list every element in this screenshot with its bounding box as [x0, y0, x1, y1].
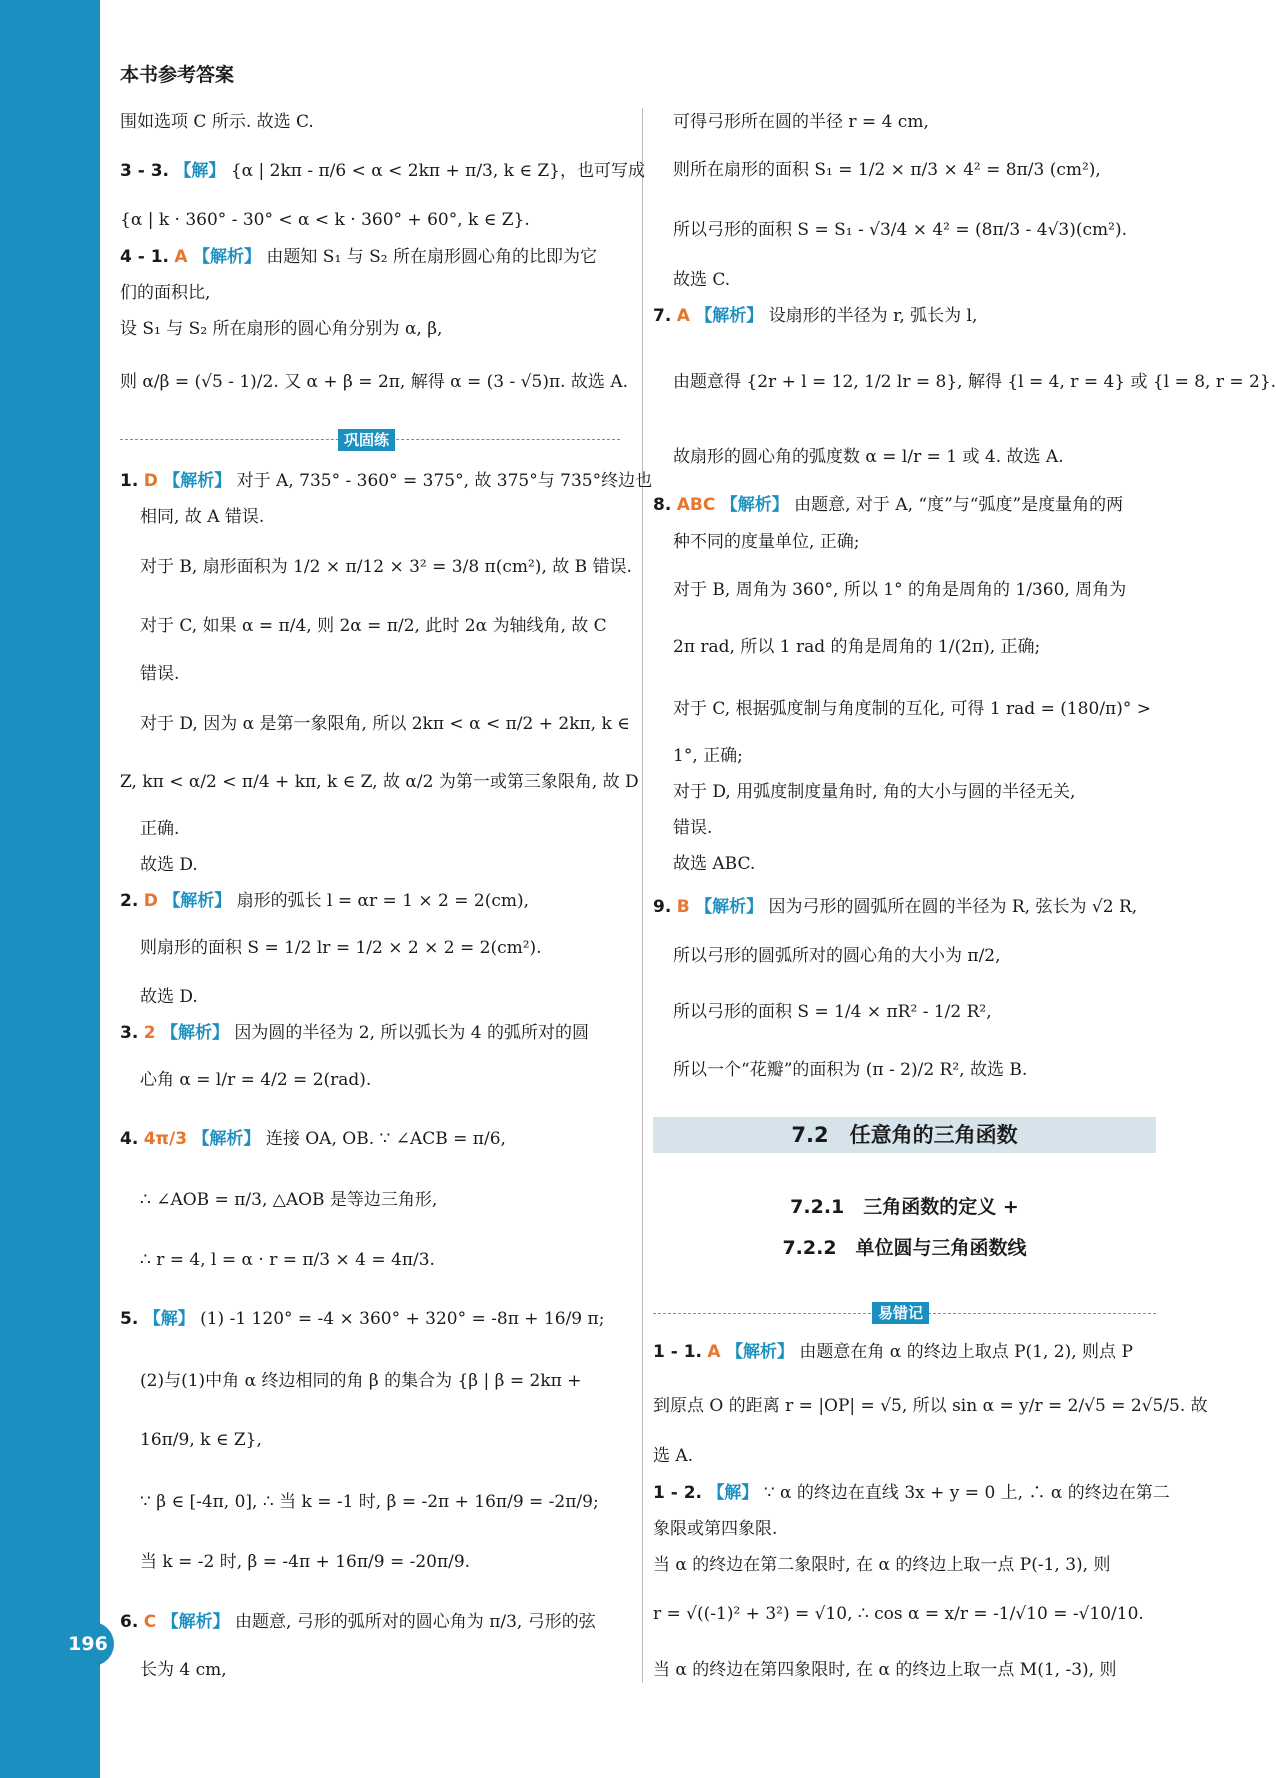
answer-letter: A [676, 306, 690, 326]
text-line: r = √((-1)² + 3²) = √10, ∴ cos α = x/r = -1/√10 = -√10/10. [653, 1604, 1144, 1624]
question-text: (1) -1 120° = -4 × 360° + 320° = -8π + 16/9 π; [200, 1309, 605, 1329]
question-1 [120, 469, 652, 493]
text-line: 选 A. [653, 1446, 694, 1466]
text-line: 设 S₁ 与 S₂ 所在扇形的圆心角分别为 α, β, [120, 319, 443, 339]
analysis-tag: 【解析】 [695, 897, 764, 917]
text-line: 故选 D. [140, 987, 198, 1007]
text-line: 长为 4 cm, [140, 1660, 227, 1680]
sidebar-band [0, 0, 100, 1778]
text-line: 故选 ABC. [673, 854, 756, 874]
text-line: 错误. [673, 818, 713, 838]
question-e1-2 [653, 1481, 1170, 1505]
analysis-tag: 【解析】 [695, 306, 764, 326]
question-text: 对于 A, 735° - 360° = 375°, 故 375°与 735°终边也 [236, 471, 653, 491]
text-line: ∴ ∠AOB = π/3, △AOB 是等边三角形, [140, 1190, 438, 1210]
text-line: 正确. [140, 819, 180, 839]
text-line: 对于 C, 根据弧度制与角度制的互化, 可得 1 rad = (180/π)° > [673, 699, 1151, 719]
question-number: 8. [653, 495, 672, 515]
question-text: 由题意, 对于 A, “度”与“弧度”是度量角的两 [794, 495, 1124, 515]
analysis-tag: 【解析】 [193, 247, 261, 267]
question-text: 因为弓形的圆弧所在圆的半径为 R, 弦长为 √2 R, [768, 897, 1138, 917]
analysis-tag: 【解析】 [726, 1342, 794, 1362]
text-line: 故选 C. [673, 270, 731, 290]
text-line: 2π rad, 所以 1 rad 的角是周角的 1/(2π), 正确; [673, 637, 1041, 657]
question-text: ∵ α 的终边在直线 3x + y = 0 上, ∴ α 的终边在第二 [763, 1483, 1170, 1503]
question-e1-1 [653, 1340, 1133, 1364]
text-line: 心角 α = l/r = 4/2 = 2(rad). [140, 1070, 372, 1090]
text-line: 则所在扇形的面积 S₁ = 1/2 × π/3 × 4² = 8π/3 (cm²), [673, 160, 1101, 180]
text-line: 们的面积比, [120, 283, 211, 303]
text-line: 可得弓形所在圆的半径 r = 4 cm, [673, 112, 929, 132]
text-line: 当 k = -2 时, β = -4π + 16π/9 = -20π/9. [140, 1552, 471, 1572]
answer-letter: ABC [676, 495, 716, 515]
question-7 [653, 304, 977, 328]
question-number: 2. [120, 891, 139, 911]
analysis-tag: 【解析】 [163, 471, 232, 491]
question-text: 连接 OA, OB. ∵ ∠ACB = π/6, [265, 1129, 506, 1149]
text-line: 到原点 O 的距离 r = |OP| = √5, 所以 sin α = y/r = 2/√5 = 2√5/5. 故 [653, 1396, 1208, 1416]
question-number: 3. [120, 1023, 139, 1043]
chapter-title: 7.2 任意角的三角函数 [791, 1123, 1018, 1147]
question-text: 由题意, 弓形的弧所对的圆心角为 π/3, 弓形的弦 [235, 1612, 596, 1632]
answer-letter: A [174, 247, 188, 267]
text-line: 则扇形的面积 S = 1/2 lr = 1/2 × 2 × 2 = 2(cm²). [140, 938, 542, 958]
text-line: 故选 D. [140, 855, 198, 875]
analysis-tag: 【解析】 [161, 1612, 230, 1632]
text-line: 当 α 的终边在第二象限时, 在 α 的终边上取一点 P(-1, 3), 则 [653, 1555, 1111, 1575]
text-line: 对于 D, 因为 α 是第一象限角, 所以 2kπ < α < π/2 + 2kπ, k ∈ [140, 714, 630, 734]
text-line: 所以一个“花瓣”的面积为 (π - 2)/2 R², 故选 B. [673, 1060, 1028, 1080]
text-line: 对于 C, 如果 α = π/4, 则 2α = π/2, 此时 2α 为轴线角, 故 C [140, 616, 607, 636]
text-line: 由题意得 {2r + l = 12, 1/2 lr = 8}, 解得 {l = 4, r = 4} 或 {l = 8, r = 2}. [673, 372, 1276, 392]
question-3-3 [120, 159, 645, 183]
question-number: 4 - 1. [120, 247, 170, 267]
question-4 [120, 1127, 506, 1151]
solution-tag: 【解】 [174, 161, 226, 181]
text-line: Z, kπ < α/2 < π/4 + kπ, k ∈ Z, 故 α/2 为第一或第三象限角, 故 D [120, 772, 639, 792]
text-line: 所以弓形的面积 S = S₁ - √3/4 × 4² = (8π/3 - 4√3)(cm²). [673, 220, 1127, 240]
section-label-common-mistakes: 易错记 [872, 1302, 929, 1324]
question-text: 扇形的弧长 l = αr = 1 × 2 = 2(cm), [236, 891, 530, 911]
question-8 [653, 493, 1123, 517]
question-number: 4. [120, 1129, 139, 1149]
text-line: 错误. [140, 664, 180, 684]
analysis-tag: 【解析】 [720, 495, 789, 515]
page-header: 本书参考答案 [120, 64, 235, 86]
text-line: 16π/9, k ∈ Z}, [140, 1430, 262, 1450]
analysis-tag: 【解析】 [192, 1129, 261, 1149]
question-3 [120, 1021, 589, 1045]
text-line: 种不同的度量单位, 正确; [673, 532, 860, 552]
text-line: ∴ r = 4, l = α · r = π/3 × 4 = 4π/3. [140, 1250, 435, 1270]
text-line: 对于 D, 用弧度制度量角时, 角的大小与圆的半径无关, [673, 782, 1076, 802]
column-divider [642, 108, 643, 1683]
text-line: 所以弓形的圆弧所对的圆心角的大小为 π/2, [673, 946, 1001, 966]
question-6 [120, 1610, 596, 1634]
question-2 [120, 889, 529, 913]
section-subtitle-2: 7.2.2 单位圆与三角函数线 [782, 1237, 1027, 1259]
text-line: 故扇形的圆心角的弧度数 α = l/r = 1 或 4. 故选 A. [673, 447, 1064, 467]
answer-value: 4π/3 [143, 1129, 188, 1149]
answer-letter: C [143, 1612, 157, 1632]
answer-value: 2 [143, 1023, 156, 1043]
question-number: 9. [653, 897, 672, 917]
question-4-1 [120, 245, 597, 269]
text-line: 当 α 的终边在第四象限时, 在 α 的终边上取一点 M(1, -3), 则 [653, 1660, 1117, 1680]
page-number: 196 [62, 1622, 114, 1666]
question-number: 7. [653, 306, 672, 326]
answer-letter: B [676, 897, 690, 917]
text-line: (2)与(1)中角 α 终边相同的角 β 的集合为 {β | β = 2kπ + [140, 1371, 582, 1391]
text-line: 1°, 正确; [673, 746, 743, 766]
question-text: 设扇形的半径为 r, 弧长为 l, [768, 306, 978, 326]
section-label-consolidation: 巩固练 [338, 429, 395, 451]
answer-letter: A [707, 1342, 721, 1362]
text-line: 则 α/β = (√5 - 1)/2. 又 α + β = 2π, 解得 α = (3 - √5)π. 故选 A. [120, 372, 629, 392]
question-number: 6. [120, 1612, 139, 1632]
text-line: ∵ β ∈ [-4π, 0], ∴ 当 k = -1 时, β = -2π + 16π/9 = -2π/9; [140, 1492, 599, 1512]
question-text: 由题知 S₁ 与 S₂ 所在扇形圆心角的比即为它 [266, 247, 597, 267]
question-text: {α | 2kπ - π/6 < α < 2kπ + π/3, k ∈ Z}，也可写成 [230, 161, 645, 181]
text-line: {α | k · 360° - 30° < α < k · 360° + 60°, k ∈ Z}. [120, 210, 530, 230]
answer-letter: D [143, 891, 158, 911]
question-number: 1 - 1. [653, 1342, 703, 1362]
question-5 [120, 1307, 604, 1331]
analysis-tag: 【解析】 [160, 1023, 229, 1043]
analysis-tag: 【解析】 [163, 891, 232, 911]
question-number: 1. [120, 471, 139, 491]
solution-tag: 【解】 [707, 1483, 759, 1503]
text-line: 对于 B, 周角为 360°, 所以 1° 的角是周角的 1/360, 周角为 [673, 580, 1127, 600]
question-number: 5. [120, 1309, 139, 1329]
answer-letter: D [143, 471, 158, 491]
question-text: 因为圆的半径为 2, 所以弧长为 4 的弧所对的圆 [234, 1023, 590, 1043]
question-9 [653, 895, 1137, 919]
section-subtitle-1: 7.2.1 三角函数的定义 + [790, 1196, 1019, 1218]
text-line: 象限或第四象限. [653, 1519, 778, 1539]
text-line: 所以弓形的面积 S = 1/4 × πR² - 1/2 R², [673, 1002, 992, 1022]
text-line: 围如选项 C 所示. 故选 C. [120, 112, 314, 132]
text-line: 相同, 故 A 错误. [140, 507, 265, 527]
question-number: 3 - 3. [120, 161, 170, 181]
solution-tag: 【解】 [143, 1309, 195, 1329]
text-line: 对于 B, 扇形面积为 1/2 × π/12 × 3² = 3/8 π(cm²), 故 B 错误. [140, 557, 632, 577]
question-number: 1 - 2. [653, 1483, 703, 1503]
question-text: 由题意在角 α 的终边上取点 P(1, 2), 则点 P [799, 1342, 1133, 1362]
